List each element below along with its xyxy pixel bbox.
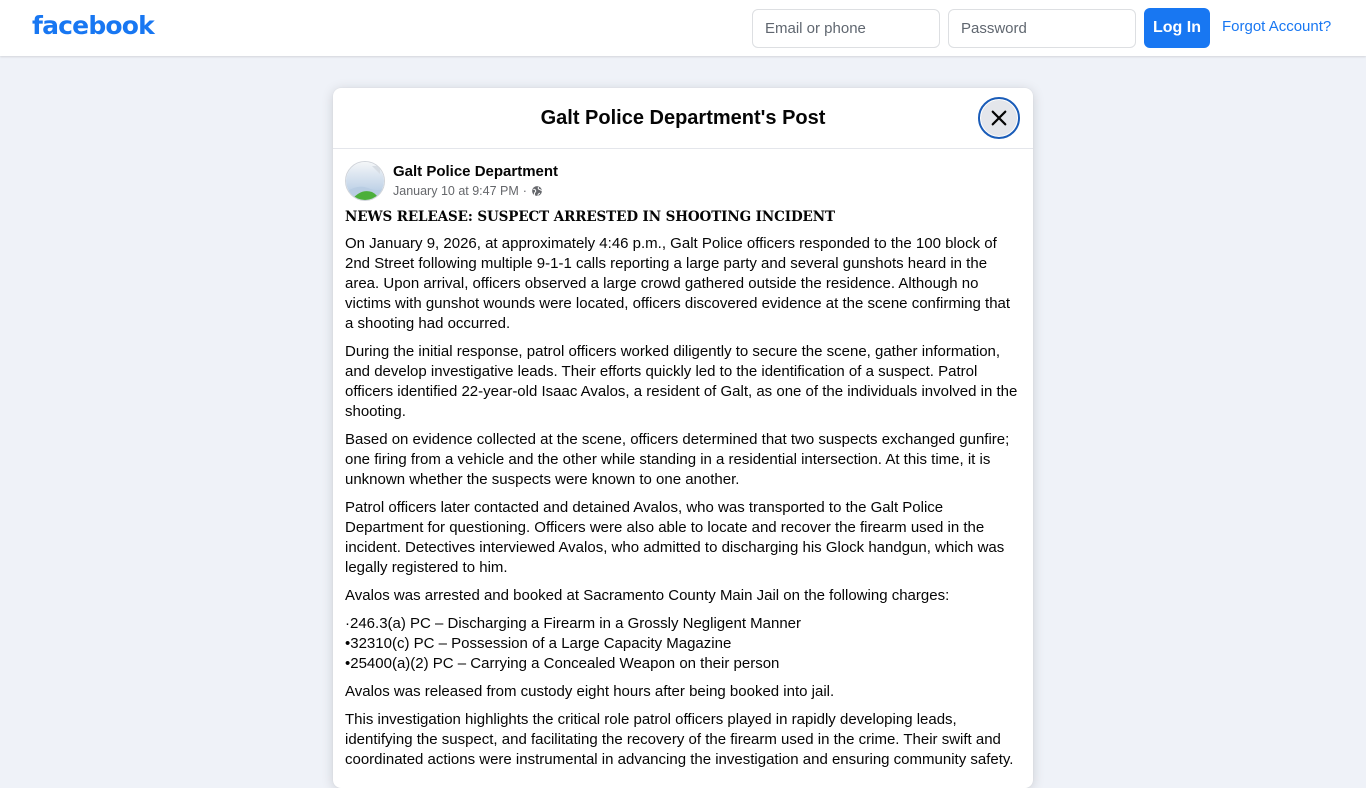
email-or-phone-input[interactable]: [752, 9, 940, 48]
dialog-header: [333, 88, 1033, 149]
dialog-title: Galt Police Department's Post: [540, 106, 826, 129]
post-paragraph: During the initial response, patrol officers worked diligently to secure the scene, gather information, and develop investigative leads. Their efforts quickly led to the identification of a suspect. Patrol officers identified 22-year-old Isaac Avalos, a resident of Galt, as one of the individuals involved in the shooting.: [345, 343, 1018, 420]
close-button[interactable]: [978, 97, 1020, 139]
post-paragraph: This investigation highlights the critical role patrol officers played in rapidly developing leads, identifying the suspect, and facilitating the recovery of the firearm used in the crime. Their swift and coordinated actions were instrumental in advancing the investigation and ensuring community safety.: [345, 711, 1014, 768]
post-dialog: [333, 88, 1033, 788]
globe-icon: [531, 185, 543, 197]
top-navigation-bar: [0, 0, 1366, 56]
post-paragraph: Patrol officers later contacted and detained Avalos, who was transported to the Galt Police Department for questioning. Officers were also able to locate and recover the firearm used in the incident. Detectives interviewed Avalos, who admitted to discharging his Glock handgun, which was legally registered to him.: [345, 499, 1005, 576]
forgot-account-link[interactable]: Forgot Account?: [1222, 18, 1332, 35]
avatar-image-icon: [346, 162, 385, 201]
page-name-link[interactable]: Galt Police Department: [393, 163, 559, 180]
post-paragraph: On January 9, 2026, at approximately 4:46 p.m., Galt Police officers responded to the 100 block of 2nd Street following multiple 9-1-1 calls reporting a large party and several gunshots heard in the area. Upon arrival, officers observed a large crowd gathered outside the residence. Although no victims with gunshot wounds were located, officers discovered evidence at the scene confirming that a shooting had occurred.: [345, 235, 1011, 332]
post-paragraph: Avalos was released from custody eight hours after being booked into jail.: [345, 683, 835, 700]
charge-item: ·246.3(a) PC – Discharging a Firearm in a Grossly Negligent Manner: [345, 615, 802, 632]
post-headline: NEWS RELEASE: SUSPECT ARRESTED IN SHOOTING INCIDENT: [345, 209, 835, 225]
log-in-button[interactable]: Log In: [1144, 8, 1210, 48]
meta-separator: ·: [522, 184, 527, 198]
charges-list: [345, 614, 1021, 674]
post-timestamp[interactable]: January 10 at 9:47 PM: [393, 184, 519, 198]
post-content: [333, 201, 1033, 770]
charge-item: •25400(a)(2) PC – Carrying a Concealed Weapon on their person: [345, 655, 780, 672]
facebook-logo[interactable]: facebook: [32, 11, 154, 40]
password-input[interactable]: [948, 9, 1136, 48]
post-paragraph: Avalos was arrested and booked at Sacramento County Main Jail on the following charges:: [345, 587, 950, 604]
post-header: [333, 149, 1033, 201]
post-paragraph: Based on evidence collected at the scene, officers determined that two suspects exchanged gunfire; one firing from a vehicle and the other while standing in a residential intersection. At this time, it is unknown whether the suspects were known to one another.: [345, 431, 1010, 488]
charge-item: •32310(c) PC – Possession of a Large Capacity Magazine: [345, 635, 732, 652]
post-meta: [393, 184, 543, 198]
page-avatar[interactable]: [345, 161, 385, 201]
close-icon: [990, 109, 1008, 127]
